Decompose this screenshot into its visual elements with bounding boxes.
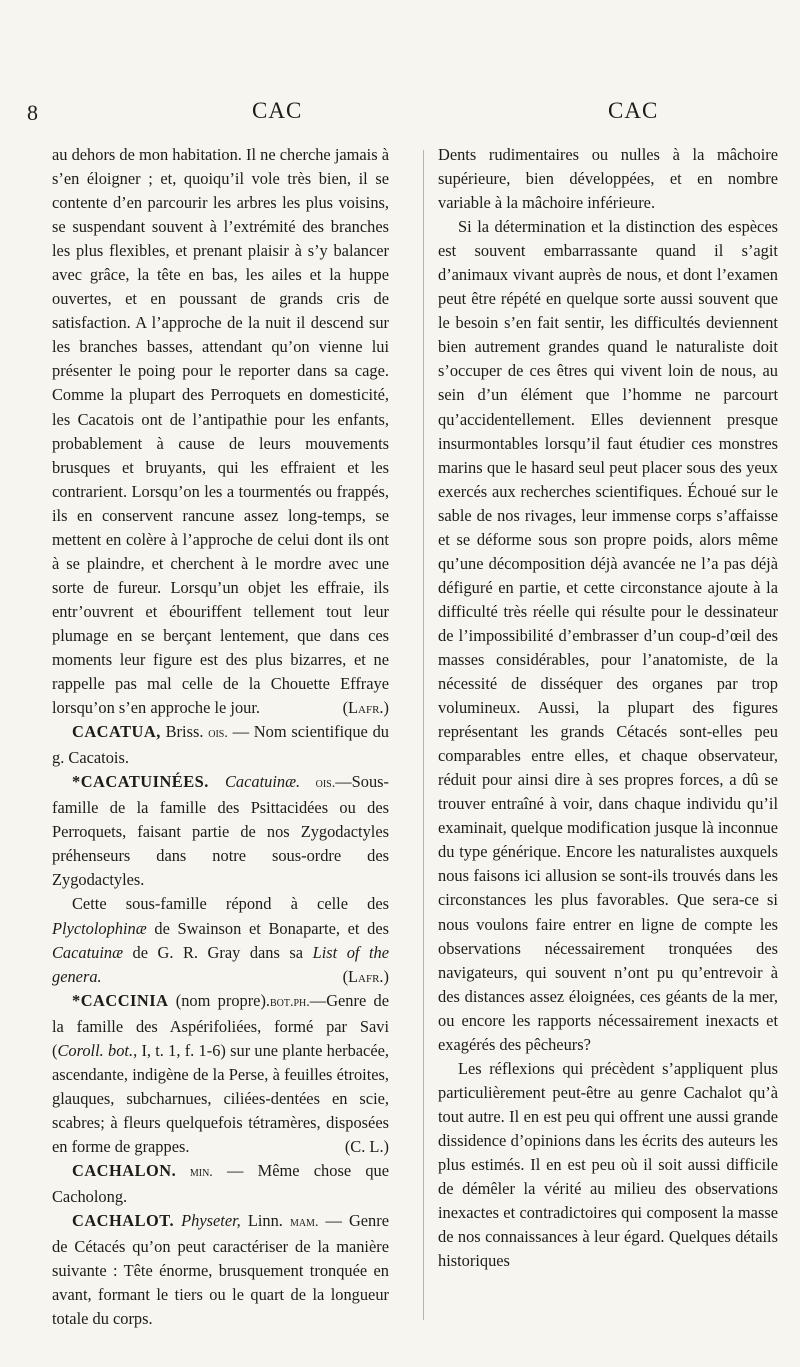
entry-cachalot: [52, 1209, 389, 1331]
entry-latin-name: Cacatuinæ.: [208, 772, 301, 792]
author-signature: (C. L.): [344, 1136, 389, 1156]
entry-cacatua: [52, 720, 389, 770]
entry-latin-name: Plyctolophinæ: [52, 918, 147, 938]
entry-text: Cette sous-famille répond à celle des: [72, 894, 389, 914]
entry-text: Briss.: [160, 722, 209, 742]
paragraph-reflexions: Les réflexions qui précèdent s’appliquent plus particulièrement peut-être au genre Cachalot qu’à tout autre. Il en est peu qui offrent une aussi grande dissidence d’opinions dans les écrits des auteurs les plus estimés. Il en est peu où il soit aussi difficile de démêler la vérité au milieu des observations inexactes et contradictoires qui composent la masse de nos connaissances à leur égard. Quelques détails historiques: [438, 1058, 778, 1271]
author-signature: (Lafr.): [342, 698, 389, 718]
entry-latin-name: Cacatuinæ: [52, 942, 124, 962]
entry-cachalon: [52, 1159, 389, 1209]
right-column: [438, 143, 778, 1273]
entry-text: de G. R. Gray dans sa: [123, 942, 313, 962]
running-head-right: CAC: [608, 98, 659, 123]
entry-headword: CACATUA,: [72, 722, 161, 742]
author-signature: (Lafr.): [342, 966, 389, 986]
entry-abbreviation: min.: [176, 1164, 213, 1180]
entry-text: —Sous-famille de la famille des Psittacidées ou des Perroquets, faisant partie de nos Zygodactyles préhenseurs dans notre sous-ordre des Zygodactyles.: [52, 772, 389, 890]
paragraph-determination: Si la détermination et la distinction des espèces est souvent embarrassante quand il s’agit d’animaux vivant auprès de nous, et dont l’examen peut être répété en quelque sorte aussi souvent que le besoin s’en fait sentir, les difficultés deviennent bien autrement grandes quand le naturaliste doit s’occuper de ces êtres qui vivent loin de nous, au sein d’un élément que l’homme ne parcourt qu’accidentellement. Elles deviennent presque insurmontables lorsqu’il faut étudier ces monstres marins que le hasard seul peut placer sous des yeux exercés aux recherches scientifiques. Échoué sur le sable de nos rivages, leur immense corps s’affaisse et se déforme sous son propre poids, alors même qu’une décomposition déjà avancée ne l’a pas déjà défiguré en partie, et cette circonstance ajoute à la difficulté très réelle qui résulte pour le dessinateur de l’impossibilité d’embrasser d’un coup-d’œil des masses considérables, pour l’anatomiste, de la nécessité de disséquer des organes par trop volumineux. Aussi, la plupart des figures représentant les grands Cétacés sont-elles peu comparables entre elles, et chaque observateur, réduit pour ainsi dire à ses propres forces, a dû se trouver entraîné à voir, dans chaque individu qu’il examinait, quelque modification jusque là inconnue du type générique. Encore les naturalistes auxquels nous faisons ici allusion se sont-ils trouvés dans les circonstances les plus favorables. Que sera-ce si nous voulons faire entrer en ligne de compte les observations nécessairement tronquées des navigateurs, qui souvent n’ont pu qu’entrevoir à des distances assez éloignées, ces géants de la mer, ou encore les rapports nécessairement inexacts et exagérés des pêcheurs?: [438, 217, 778, 1054]
paragraph-dents: Dents rudimentaires ou nulles à la mâchoire supérieure, bien développées, et en nombre variable à la mâchoire inférieure.: [438, 145, 778, 213]
paragraph-cacatois-continued: [52, 143, 389, 720]
entry-abbreviation: mam.: [289, 1215, 319, 1231]
entry-text: — Même chose que Cacholong.: [52, 1160, 390, 1207]
entry-text: —Genre de la famille des Aspérifoliées, formé par Savi (: [52, 990, 389, 1060]
entry-reference: List of the genera.: [52, 942, 389, 986]
entry-text: de Swainson et Bonaparte, et des: [146, 918, 389, 938]
paragraph-text: au dehors de mon habitation. Il ne cherche jamais à s’en éloigner ; et, quoiqu’il vole très bien, il se contente d’en parcourir les arbres les plus voisins, se suspendant souvent à l’extrémité des branches les plus flexibles, et prenant plaisir à s’y balancer avec grâce, la tête en bas, les ailes et la huppe ouvertes, et en poussant de grands cris de satisfaction. A l’approche de la nuit il descend sur les branches basses, attendant qu’on vienne lui présenter le poing pour le reporter dans sa cage. Comme la plupart des Perroquets en domesticité, les Cacatois ont de l’antipathie pour les enfants, probablement à cause de leurs mouvements brusques et bruyants, qui les effraient et les contrarient. Lorsqu’on les a tourmentés ou frappés, ils en conservent rancune assez long-temps, se mettent en colère à l’approche de celui dont ils ont à se plaindre, et cherchent à le mordre avec une sorte de fureur. Lorsqu’un objet les effraie, ils entr’ouvrent et ébouriffent tellement tout leur plumage en se berçant lentement, que dans ces moments leur figure est des plus bizarres, et ne rappelle pas mal celle de la Chouette Effraye lorsqu’on s’en approche le jour.: [52, 145, 389, 718]
entry-text: — Nom scientifique du g. Cacatois.: [52, 722, 389, 768]
entry-cacatuinees-note: [52, 892, 389, 988]
entry-text: (nom propre).: [168, 990, 270, 1010]
entry-cacatuinees: [52, 770, 389, 892]
page-number: 8: [27, 100, 38, 125]
entry-headword: CACHALON.: [72, 1160, 177, 1180]
entry-reference: Coroll. bot.: [57, 1040, 134, 1060]
entry-headword: *CACCINIA: [72, 990, 169, 1010]
running-head-left: CAC: [252, 98, 303, 123]
left-column: [52, 143, 389, 1331]
entry-text: , I, t. 1, f. 1-6) sur une plante herbacée, ascendante, indigène de la Perse, à feuilles étroites, glauques, subcharnues, ciliées-dentées en scie, scabres; à fleurs quelquefois tétramères, disposées en forme de grappes.: [52, 1040, 389, 1156]
entry-caccinia: [52, 989, 389, 1159]
entry-abbreviation: ois.: [208, 726, 228, 742]
column-divider: [423, 150, 424, 1320]
entry-abbreviation: bot.ph.: [270, 994, 310, 1010]
entry-text: Linn.: [240, 1211, 290, 1231]
entry-headword: *CACATUINÉES.: [72, 772, 209, 792]
entry-text: — Genre de Cétacés qu’on peut caractériser de la manière suivante : Tête énorme, brusquement tronquée en avant, formant le tiers ou le quart de la longueur totale du corps.: [52, 1211, 389, 1329]
entry-abbreviation: ois.: [300, 776, 336, 792]
entry-latin-name: Physeter,: [174, 1211, 241, 1231]
entry-headword: CACHALOT.: [72, 1211, 175, 1231]
